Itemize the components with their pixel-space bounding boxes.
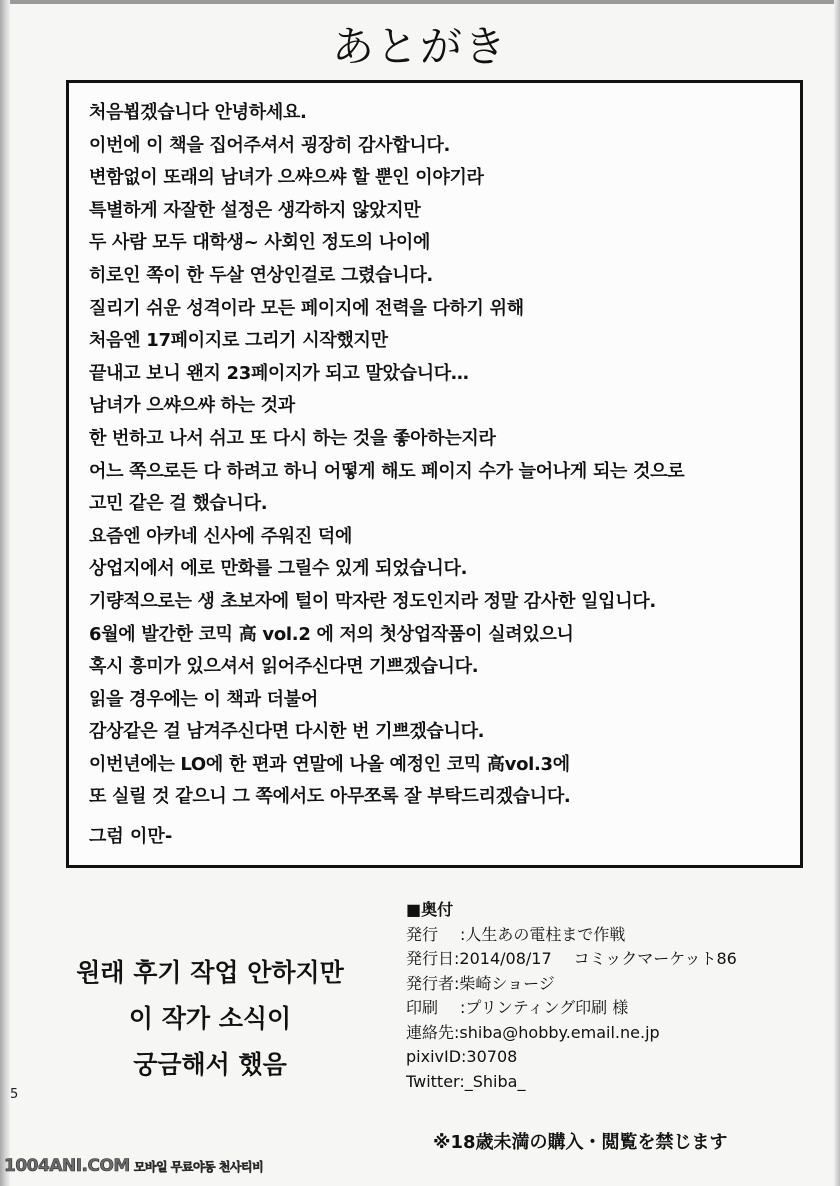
colophon-pixiv: pixivID:30708 xyxy=(406,1047,518,1066)
afterword-line: 변함없이 또래의 남녀가 으쌰으쌰 할 뿐인 이야기라 xyxy=(89,167,484,189)
age-restriction-notice: ※18歳未満の購入・閲覧を禁じます xyxy=(433,1132,728,1153)
afterword-line: 읽을 경우에는 이 책과 더불어 xyxy=(89,688,318,710)
afterword-line: 또 실릴 것 같으니 그 쪽에서도 아무쪼록 잘 부탁드리겠습니다. xyxy=(89,786,571,808)
colophon-date xyxy=(406,947,737,972)
afterword-line: 끝내고 보니 왠지 23페이지가 되고 말았습니다… xyxy=(89,362,469,384)
translator-note-line: 이 작가 소식이 xyxy=(128,1004,292,1033)
translator-note-line: 원래 후기 작업 안하지만 xyxy=(76,958,344,987)
colophon-heading: ■奥付 xyxy=(406,900,454,919)
colophon-contact xyxy=(406,1021,737,1046)
afterword-line: 두 사람 모두 대학생~ 사회인 정도의 나이에 xyxy=(89,232,431,254)
afterword-line: 고민 같은 걸 했습니다. xyxy=(89,493,268,515)
afterword-closing: 그럼 이만- xyxy=(89,826,173,847)
colophon-printer xyxy=(406,996,737,1021)
publisher-label: 発行 xyxy=(406,924,439,944)
afterword-line: 혹시 흥미가 있으셔서 읽어주신다면 기쁘겠습니다. xyxy=(89,656,479,678)
page-right-edge xyxy=(834,0,840,1186)
afterword-line: 처음뵙겠습니다 안녕하세요. xyxy=(89,102,307,123)
date-value: :2014/08/17 xyxy=(454,949,552,968)
contact-label: 連絡先 xyxy=(406,1022,455,1042)
afterword-line: 6월에 발간한 코믹 高 vol.2 에 저의 첫상업작품이 실려있으니 xyxy=(89,623,574,645)
afterword-line: 처음엔 17페이지로 그리기 시작했지만 xyxy=(89,330,388,352)
afterword-line: 한 번하고 나서 쉬고 또 다시 하는 것을 좋아하는지라 xyxy=(89,427,496,449)
page-left-edge xyxy=(0,0,10,1186)
page-top-edge xyxy=(0,0,840,4)
afterword-line: 어느 쪽으로든 다 하려고 하니 어떻게 해도 페이지 수가 늘어나게 되는 것으로 xyxy=(89,460,685,482)
afterword-line: 이번년에는 LO에 한 편과 연말에 나올 예정인 코믹 高vol.3에 xyxy=(89,753,570,775)
afterword-line: 기량적으로는 생 초보자에 털이 막자란 정도인지라 정말 감사한 일입니다. xyxy=(89,590,656,612)
afterword-line: 감상같은 걸 남겨주신다면 다시한 번 기쁘겠습니다. xyxy=(89,721,485,743)
publisher-value: :人生あの電柱まで作戦 xyxy=(460,924,626,944)
translator-note xyxy=(40,950,380,1088)
afterword-line: 질리기 쉬운 성격이라 모든 페이지에 전력을 다하기 위해 xyxy=(89,297,524,319)
colophon-author xyxy=(406,972,737,997)
site-watermark xyxy=(4,1156,263,1176)
translator-note-line: 궁금해서 했음 xyxy=(133,1050,287,1079)
afterword-line: 요즘엔 아카네 신사에 주워진 덕에 xyxy=(89,525,353,547)
author-label: 発行者 xyxy=(406,973,455,993)
colophon-publisher xyxy=(406,923,737,948)
contact-email: :shiba@hobby.email.ne.jp xyxy=(454,1022,660,1042)
watermark-site: 1004ANI.COM xyxy=(4,1156,130,1176)
afterword-line: 특별하게 자잘한 설정은 생각하지 않았지만 xyxy=(89,199,421,221)
page-title: あとがき xyxy=(331,22,508,71)
afterword-line: 히로인 쪽이 한 두살 연상인걸로 그렸습니다. xyxy=(89,264,433,286)
author-value: :柴崎ショージ xyxy=(454,973,555,993)
afterword-text xyxy=(89,97,684,814)
colophon-twitter: Twitter:_Shiba_ xyxy=(406,1071,526,1091)
afterword-line: 이번에 이 책을 집어주셔서 굉장히 감사합니다. xyxy=(89,134,451,156)
event-name: コミックマーケット86 xyxy=(573,949,737,968)
page-number: 5 xyxy=(10,1087,19,1102)
date-label: 発行日 xyxy=(406,949,455,968)
watermark-tagline: 모바일 무료야동 천사티비 xyxy=(133,1160,264,1174)
afterword-line: 상업지에서 에로 만화를 그릴수 있게 되었습니다. xyxy=(89,558,468,580)
afterword-line: 남녀가 으쌰으쌰 하는 것과 xyxy=(89,395,295,417)
colophon xyxy=(406,898,737,1094)
afterword-box xyxy=(66,80,803,868)
printer-label: 印刷 xyxy=(406,998,439,1017)
printer-value: :プリンティング印刷 様 xyxy=(460,998,629,1017)
